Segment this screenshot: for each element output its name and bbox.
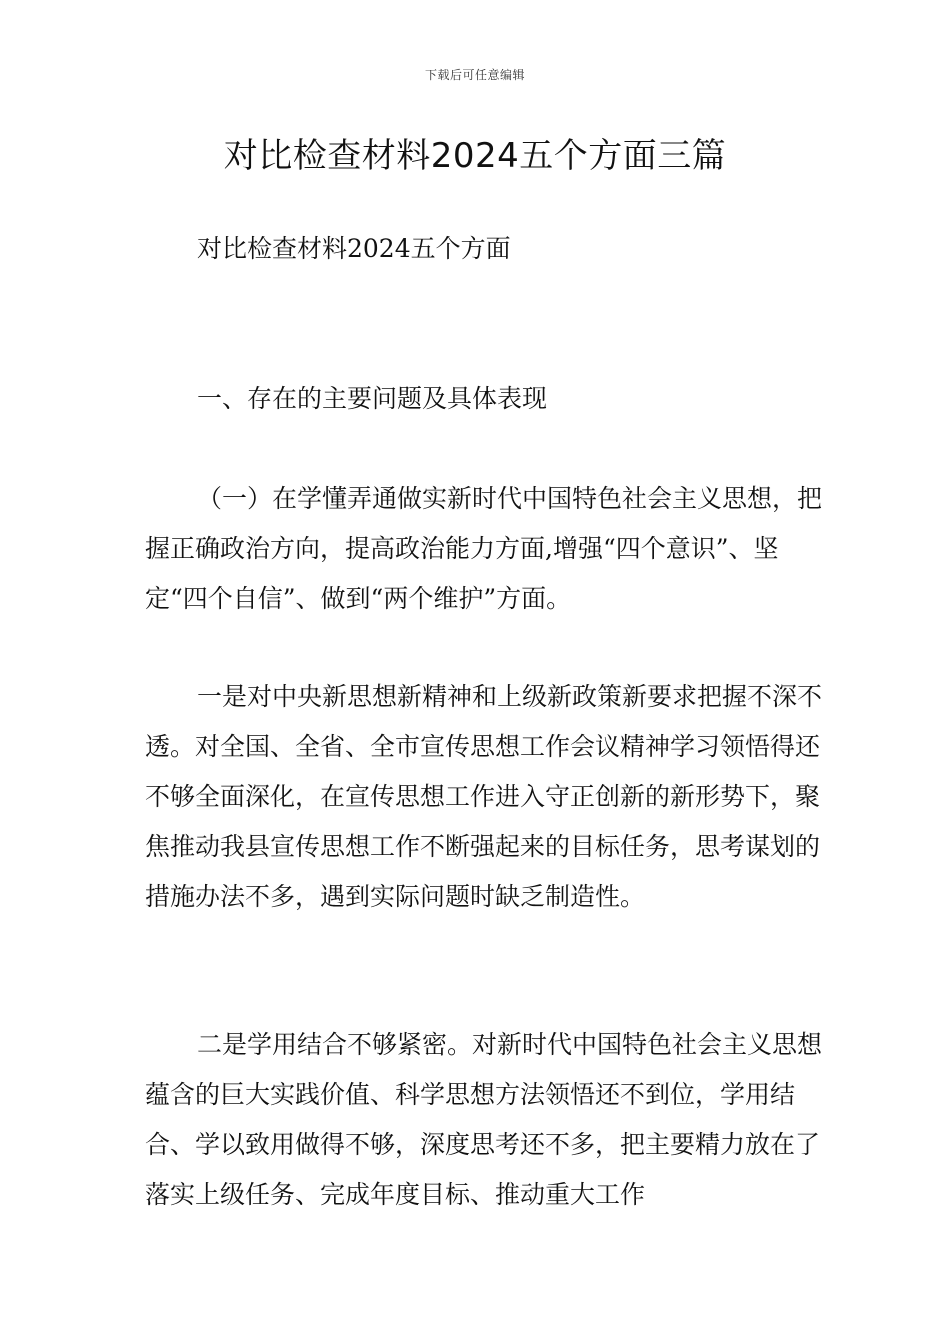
paragraph-aspect-one: （一）在学懂弄通做实新时代中国特色社会主义思想，把握正确政治方向，提高政治能力方面,增强“四个意识”、坚定“四个自信”、做到“两个维护”方面。	[145, 484, 823, 613]
paragraph-point-one: 一是对中央新思想新精神和上级新政策新要求把握不深不透。对全国、全省、全市宣传思想工作会议精神学习领悟得还不够全面深化，在宣传思想工作进入守正创新的新形势下，聚焦推动我县宣传思想工作不断强起来的目标任务，思考谋划的措施办法不多，遇到实际问题时缺乏制造性。	[145, 682, 823, 911]
document-title: 对比检查材料2024五个方面三篇	[223, 136, 727, 176]
document-subtitle: 对比检查材料2024五个方面	[197, 234, 511, 263]
paragraph-point-two: 二是学用结合不够紧密。对新时代中国特色社会主义思想蕴含的巨大实践价值、科学思想方法领悟还不到位，学用结合、学以致用做得不够，深度思考还不多，把主要精力放在了落实上级任务、完成年度目标、推动重大工作	[145, 1030, 823, 1209]
header-note: 下载后可任意编辑	[424, 68, 525, 82]
section-heading: 一、存在的主要问题及具体表现	[197, 384, 548, 413]
